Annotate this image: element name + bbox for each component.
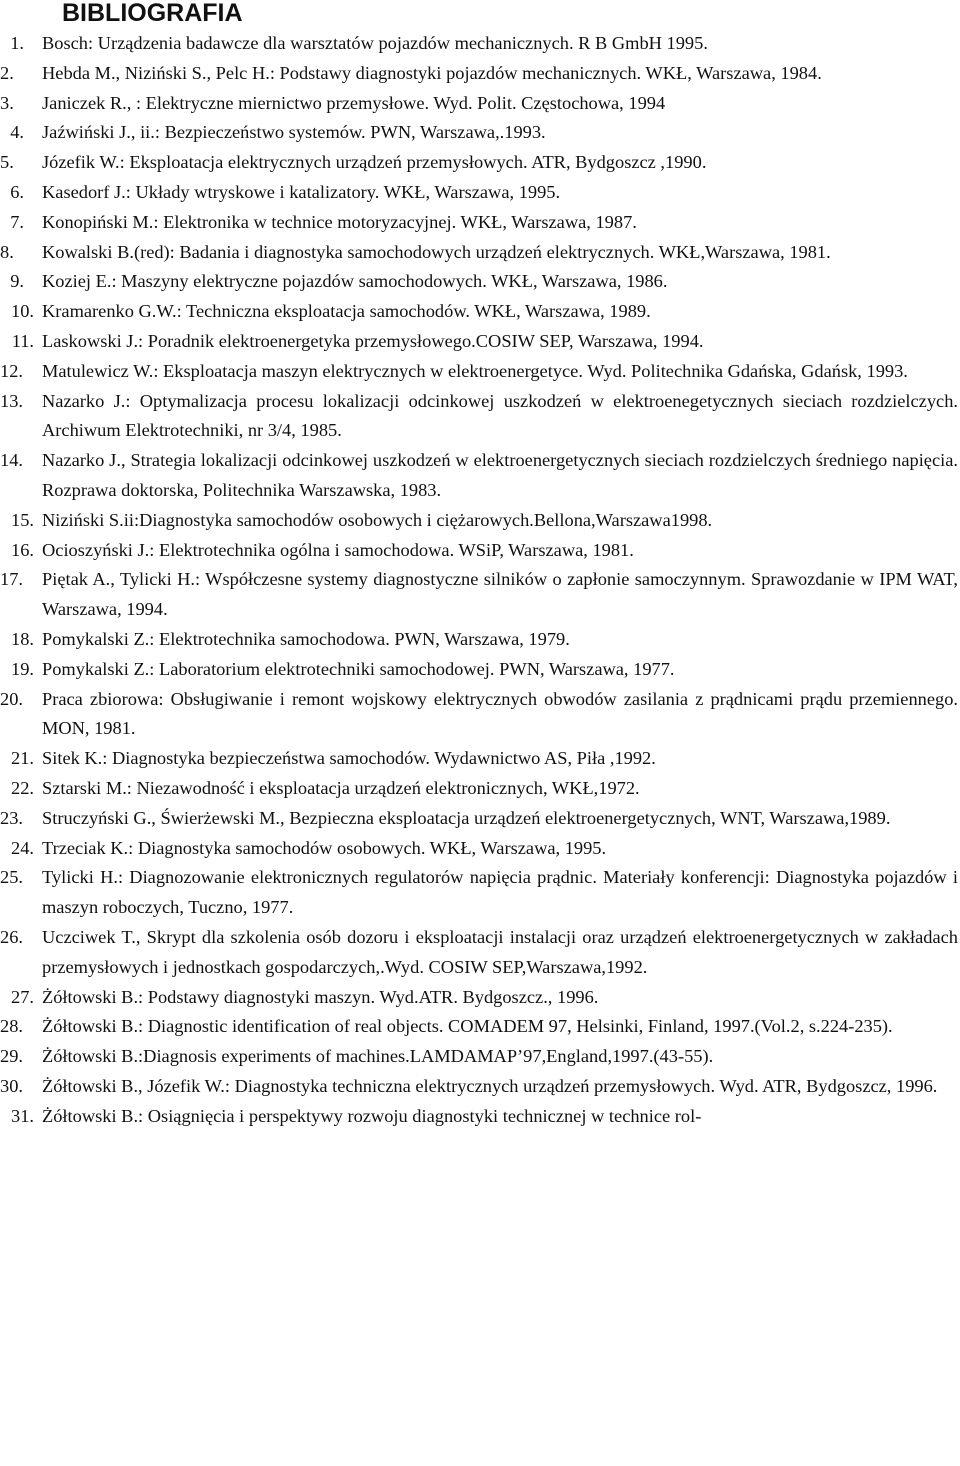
bibliography-entry (0, 774, 960, 804)
entry-number: 12. (0, 360, 23, 381)
bibliography-entry (0, 506, 960, 536)
entry-text: Janiczek R., : Elektryczne miernictwo przemysłowe. Wyd. Polit. Częstochowa, 1994 (42, 92, 666, 113)
bibliography-entry (0, 148, 960, 178)
entry-text: Bosch: Urządzenia badawcze dla warsztatów pojazdów mechanicznych. R B GmbH 1995. (42, 33, 708, 53)
entry-number: 28. (0, 1016, 23, 1037)
bibliography-entry (0, 863, 960, 923)
bibliography-entry (0, 1012, 960, 1042)
entry-text: Pomykalski Z.: Laboratorium elektrotechniki samochodowej. PWN, Warszawa, 1977. (42, 658, 675, 679)
entry-text: Hebda M., Niziński S., Pelc H.: Podstawy diagnostyki pojazdów mechanicznych. WKŁ, Warszawa, 1984. (42, 62, 822, 83)
bibliography-entry (0, 238, 960, 268)
entry-text: Kowalski B.(red): Badania i diagnostyka samochodowych urządzeń elektrycznych. WKŁ,Warszawa, 1981. (42, 241, 831, 262)
entry-number: 10. (11, 301, 34, 322)
bibliography-entry (0, 446, 960, 506)
entry-text: Nazarko J., Strategia lokalizacji odcinkowej uszkodzeń w elektroenergetycznych sieciach rozdzielczych średniego napięcia. Rozprawa doktorska, Politechnika Warszawska, 1983. (42, 450, 958, 500)
bibliography-entry (0, 267, 960, 297)
entry-number: 27. (11, 986, 34, 1007)
entry-number: 1. (10, 33, 24, 53)
entry-number: 23. (0, 807, 23, 828)
bibliography-entry (0, 834, 960, 864)
entry-number: 20. (0, 688, 23, 709)
bibliography-entry (0, 1042, 960, 1072)
entry-text: Żółtowski B.: Osiągnięcia i perspektywy rozwoju diagnostyki technicznej w technice rol- (42, 1105, 702, 1126)
bibliography-entry (0, 208, 960, 238)
bibliography-entry (0, 625, 960, 655)
bibliography-entry (0, 387, 960, 447)
bibliography-entry (0, 923, 960, 983)
entry-text: Żółtowski B.:Diagnosis experiments of machines.LAMDAMAP’97,England,1997.(43-55). (42, 1046, 714, 1067)
entry-number: 3. (0, 92, 14, 113)
entry-text: Jaźwiński J., ii.: Bezpieczeństwo systemów. PWN, Warszawa,.1993. (42, 122, 546, 143)
bibliography-entry (0, 655, 960, 685)
bibliography-entry (0, 565, 960, 625)
entry-text: Niziński S.ii:Diagnostyka samochodów osobowych i ciężarowych.Bellona,Warszawa1998. (42, 509, 713, 530)
bibliography-entry (0, 59, 960, 89)
entry-text: Praca zbiorowa: Obsługiwanie i remont wojskowy elektrycznych obwodów zasilania z prądnicami prądu przemiennego. MON, 1981. (42, 688, 958, 739)
entry-text: Pomykalski Z.: Elektrotechnika samochodowa. PWN, Warszawa, 1979. (42, 628, 570, 649)
bibliography-entry (0, 983, 960, 1013)
bibliography-list (0, 29, 960, 1131)
entry-text: Uczciwek T., Skrypt dla szkolenia osób dozoru i eksploatacji instalacji oraz urządzeń elektroenergetycznych w zakładach przemysłowych i jednostkach gospodarczych,.Wyd. COSIW SEP,Warszawa,1992. (42, 926, 958, 977)
entry-text: Żółtowski B., Józefik W.: Diagnostyka techniczna elektrycznych urządzeń przemysłowych. Wyd. ATR, Bydgoszcz, 1996. (42, 1075, 938, 1096)
entry-number: 25. (0, 867, 23, 888)
entry-text: Sztarski M.: Niezawodność i eksploatacja urządzeń elektronicznych, WKŁ,1972. (42, 777, 640, 798)
entry-number: 7. (10, 211, 24, 232)
entry-text: Żółtowski B.: Diagnostic identification of real objects. COMADEM 97, Helsinki, Finland, 1997.(Vol.2, s.224-235). (42, 1016, 893, 1037)
entry-number: 8. (0, 241, 14, 262)
entry-text: Struczyński G., Świerżewski M., Bezpieczna eksploatacja urządzeń elektroenergetycznych, WNT, Warszawa,1989. (42, 807, 891, 828)
entry-text: Nazarko J.: Optymalizacja procesu lokalizacji odcinkowej uszkodzeń w elektroenegetycznych sieciach rozdzielczych. Archiwum Elektrotechniki, nr 3/4, 1985. (42, 390, 958, 441)
entry-number: 16. (11, 539, 34, 560)
entry-text: Laskowski J.: Poradnik elektroenergetyka przemysłowego.COSIW SEP, Warszawa, 1994. (42, 330, 704, 351)
entry-number: 24. (11, 837, 34, 858)
entry-text: Kasedorf J.: Układy wtryskowe i katalizatory. WKŁ, Warszawa, 1995. (42, 181, 561, 202)
entry-number: 21. (11, 748, 34, 769)
entry-text: Żółtowski B.: Podstawy diagnostyki maszyn. Wyd.ATR. Bydgoszcz., 1996. (42, 986, 599, 1007)
bibliography-entry (0, 89, 960, 119)
bibliography-entry (0, 297, 960, 327)
bibliography-entry (0, 29, 960, 59)
entry-text: Tylicki H.: Diagnozowanie elektronicznych regulatorów napięcia prądnic. Materiały konferencji: Diagnostyka pojazdów i maszyn roboczych, Tuczno, 1977. (42, 867, 958, 918)
entry-number: 22. (11, 777, 34, 798)
entry-number: 13. (0, 390, 23, 411)
bibliography-entry (0, 536, 960, 566)
page-title: BIBLIOGRAFIA (62, 0, 243, 27)
entry-number: 9. (10, 271, 24, 292)
entry-text: Konopiński M.: Elektronika w technice motoryzacyjnej. WKŁ, Warszawa, 1987. (42, 211, 637, 232)
entry-number: 17. (0, 569, 23, 590)
bibliography-entry (0, 357, 960, 387)
entry-number: 2. (0, 62, 14, 83)
entry-text: Matulewicz W.: Eksploatacja maszyn elektrycznych w elektroenergetyce. Wyd. Politechnika Gdańska, Gdańsk, 1993. (42, 360, 908, 381)
entry-number: 11. (11, 330, 34, 351)
entry-number: 6. (10, 181, 24, 202)
bibliography-entry (0, 178, 960, 208)
entry-number: 29. (0, 1046, 23, 1067)
entry-number: 15. (11, 509, 34, 530)
bibliography-entry (0, 744, 960, 774)
entry-number: 30. (0, 1075, 23, 1096)
entry-text: Sitek K.: Diagnostyka bezpieczeństwa samochodów. Wydawnictwo AS, Piła ,1992. (42, 748, 656, 769)
entry-text: Trzeciak K.: Diagnostyka samochodów osobowych. WKŁ, Warszawa, 1995. (42, 837, 607, 858)
bibliography-entry (0, 327, 960, 357)
bibliography-entry (0, 804, 960, 834)
entry-text: Koziej E.: Maszyny elektryczne pojazdów samochodowych. WKŁ, Warszawa, 1986. (42, 271, 668, 292)
bibliography-entry (0, 1102, 960, 1132)
entry-number: 19. (11, 658, 34, 679)
entry-text: Józefik W.: Eksploatacja elektrycznych urządzeń przemysłowych. ATR, Bydgoszcz ,1990. (42, 152, 707, 173)
entry-number: 5. (0, 152, 14, 173)
entry-text: Piętak A., Tylicki H.: Współczesne systemy diagnostyczne silników o zapłonie samoczynnym. Sprawozdanie w IPM WAT, Warszawa, 1994. (42, 569, 958, 620)
entry-text: Ocioszyński J.: Elektrotechnika ogólna i samochodowa. WSiP, Warszawa, 1981. (42, 539, 634, 560)
entry-number: 31. (11, 1105, 34, 1126)
entry-number: 4. (10, 122, 24, 143)
bibliography-entry (0, 685, 960, 745)
bibliography-entry (0, 118, 960, 148)
entry-number: 14. (0, 450, 23, 471)
entry-number: 26. (0, 926, 23, 947)
entry-text: Kramarenko G.W.: Techniczna eksploatacja samochodów. WKŁ, Warszawa, 1989. (42, 301, 651, 322)
entry-number: 18. (11, 628, 34, 649)
bibliography-entry (0, 1072, 960, 1102)
